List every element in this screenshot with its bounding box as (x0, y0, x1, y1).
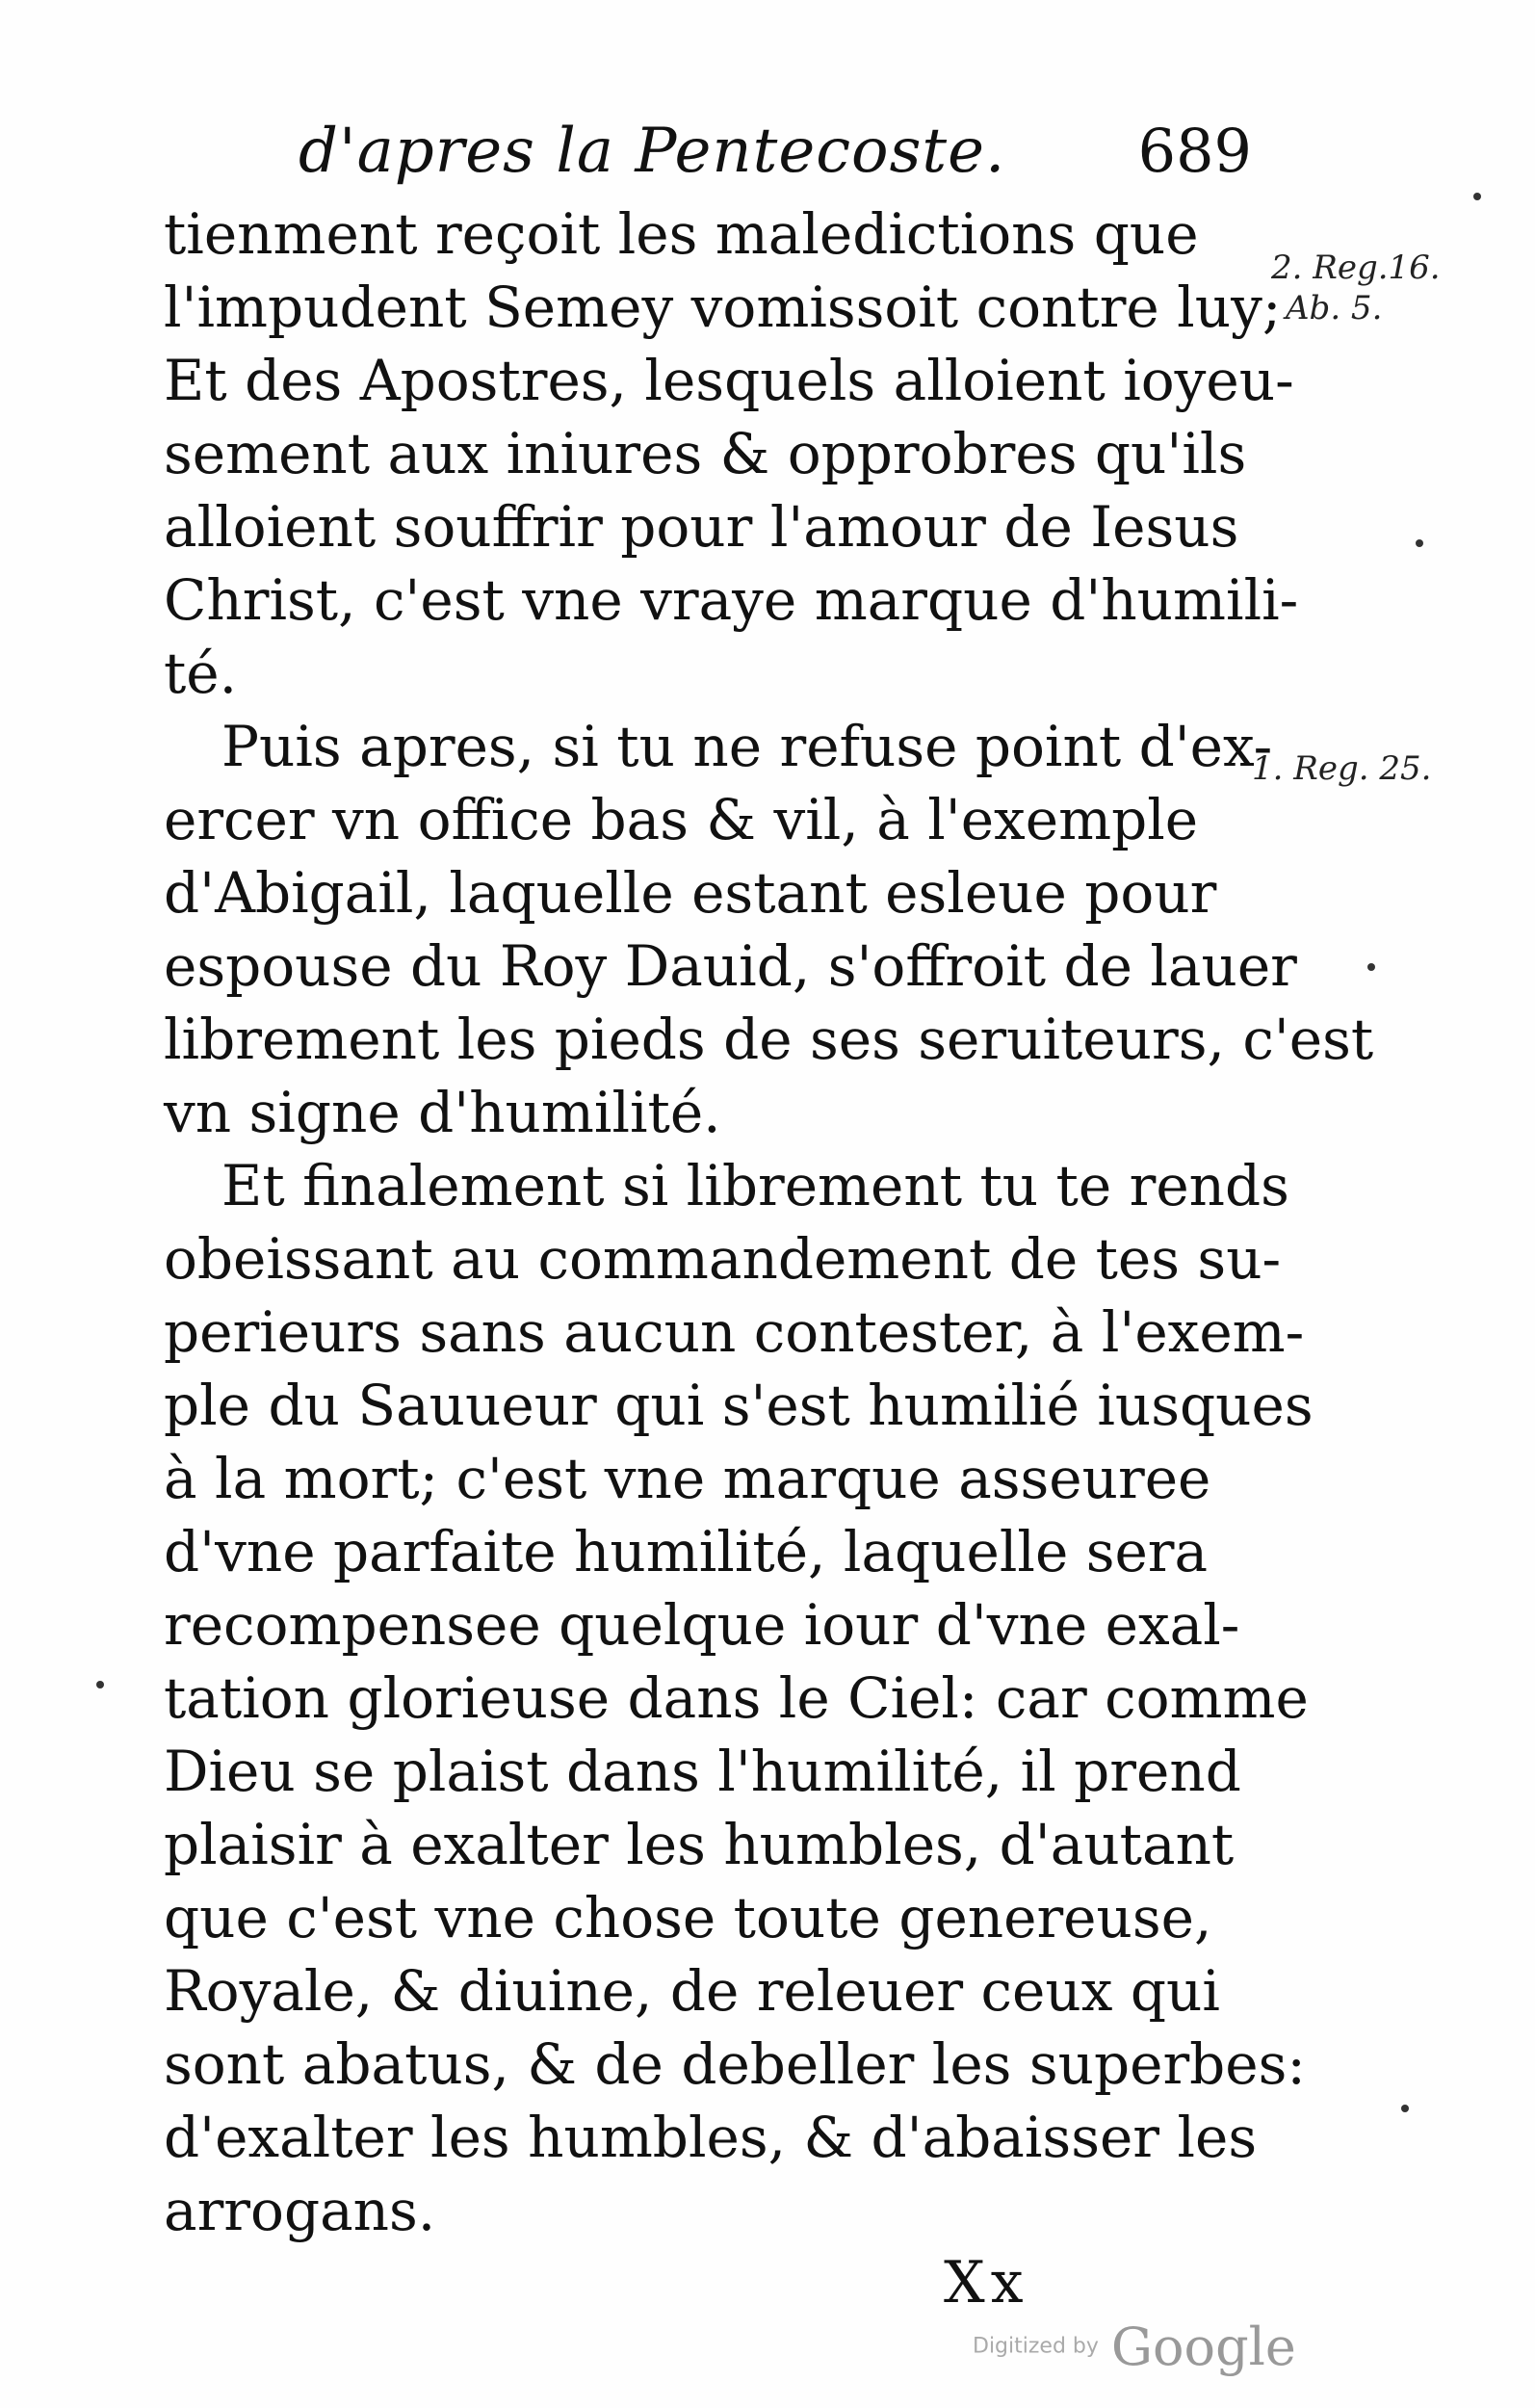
text-line: tation glorieuse dans le Ciel: car comme (164, 1665, 1309, 1731)
text-line: té. (164, 641, 238, 706)
text-line: ple du Sauueur qui s'est humilié iusques (164, 1373, 1314, 1438)
running-title: d'apres la Pentecoste. (299, 116, 1006, 187)
text-line: l'impudent Semey vomissoit contre luy; (164, 275, 1282, 340)
text-line: d'exalter les humbles, & d'abaisser les (164, 2105, 1258, 2170)
text-line: obeissant au commandement de tes su- (164, 1226, 1282, 1292)
text-line: d'Abigail, laquelle estant esleue pour (164, 860, 1217, 926)
text-line: à la mort; c'est vne marque asseuree (164, 1446, 1211, 1511)
text-line: Et finalement si librement tu te rends (221, 1153, 1289, 1218)
digitized-label: Digitized by (973, 2334, 1099, 2359)
ink-speck (1416, 539, 1423, 547)
text-line: Dieu se plaist dans l'humilité, il prend (164, 1739, 1241, 1804)
text-line: arrogans. (164, 2178, 436, 2243)
margin-note: 1. Reg. 25. (1252, 749, 1432, 788)
text-line: Puis apres, si tu ne refuse point d'ex- (221, 714, 1273, 779)
ink-speck (1473, 193, 1481, 200)
page-number: 689 (1137, 116, 1252, 186)
text-line: recompensee quelque iour d'vne exal- (164, 1592, 1240, 1658)
text-line: Et des Apostres, lesquels alloient ioyeu- (164, 348, 1294, 413)
text-line: librement les pieds de ses seruiteurs, c'est (164, 1007, 1374, 1072)
text-line: sement aux iniures & opprobres qu'ils (164, 421, 1247, 486)
text-line: Royale, & diuine, de releuer ceux qui (164, 1958, 1220, 2024)
signature-mark: Xx (944, 2249, 1029, 2316)
ink-speck (96, 1681, 104, 1688)
text-line: ercer vn office bas & vil, à l'exemple (164, 787, 1199, 852)
digitized-footer (973, 2316, 1296, 2377)
page-header (241, 116, 1252, 193)
ink-speck (1367, 963, 1375, 971)
text-line: d'vne parfaite humilité, laquelle sera (164, 1519, 1209, 1584)
text-line: espouse du Roy Dauid, s'offroit de lauer (164, 933, 1297, 999)
google-logo: Google (1110, 2316, 1296, 2377)
text-line: sont abatus, & de debeller les superbes: (164, 2031, 1306, 2097)
ink-speck (1401, 2105, 1409, 2112)
text-line: vn signe d'humilité. (164, 1080, 721, 1145)
text-line: plaisir à exalter les humbles, d'autant (164, 1812, 1235, 1877)
text-line: perieurs sans aucun contester, à l'exem- (164, 1299, 1305, 1365)
text-line: alloient souffrir pour l'amour de Iesus (164, 494, 1239, 560)
margin-note: Ab. 5. (1286, 289, 1383, 327)
text-line: Christ, c'est vne vraye marque d'humili- (164, 567, 1299, 633)
margin-note: 2. Reg.16. (1271, 249, 1441, 287)
text-line: tienment reçoit les maledictions que (164, 201, 1199, 267)
text-line: que c'est vne chose toute genereuse, (164, 1885, 1212, 1950)
